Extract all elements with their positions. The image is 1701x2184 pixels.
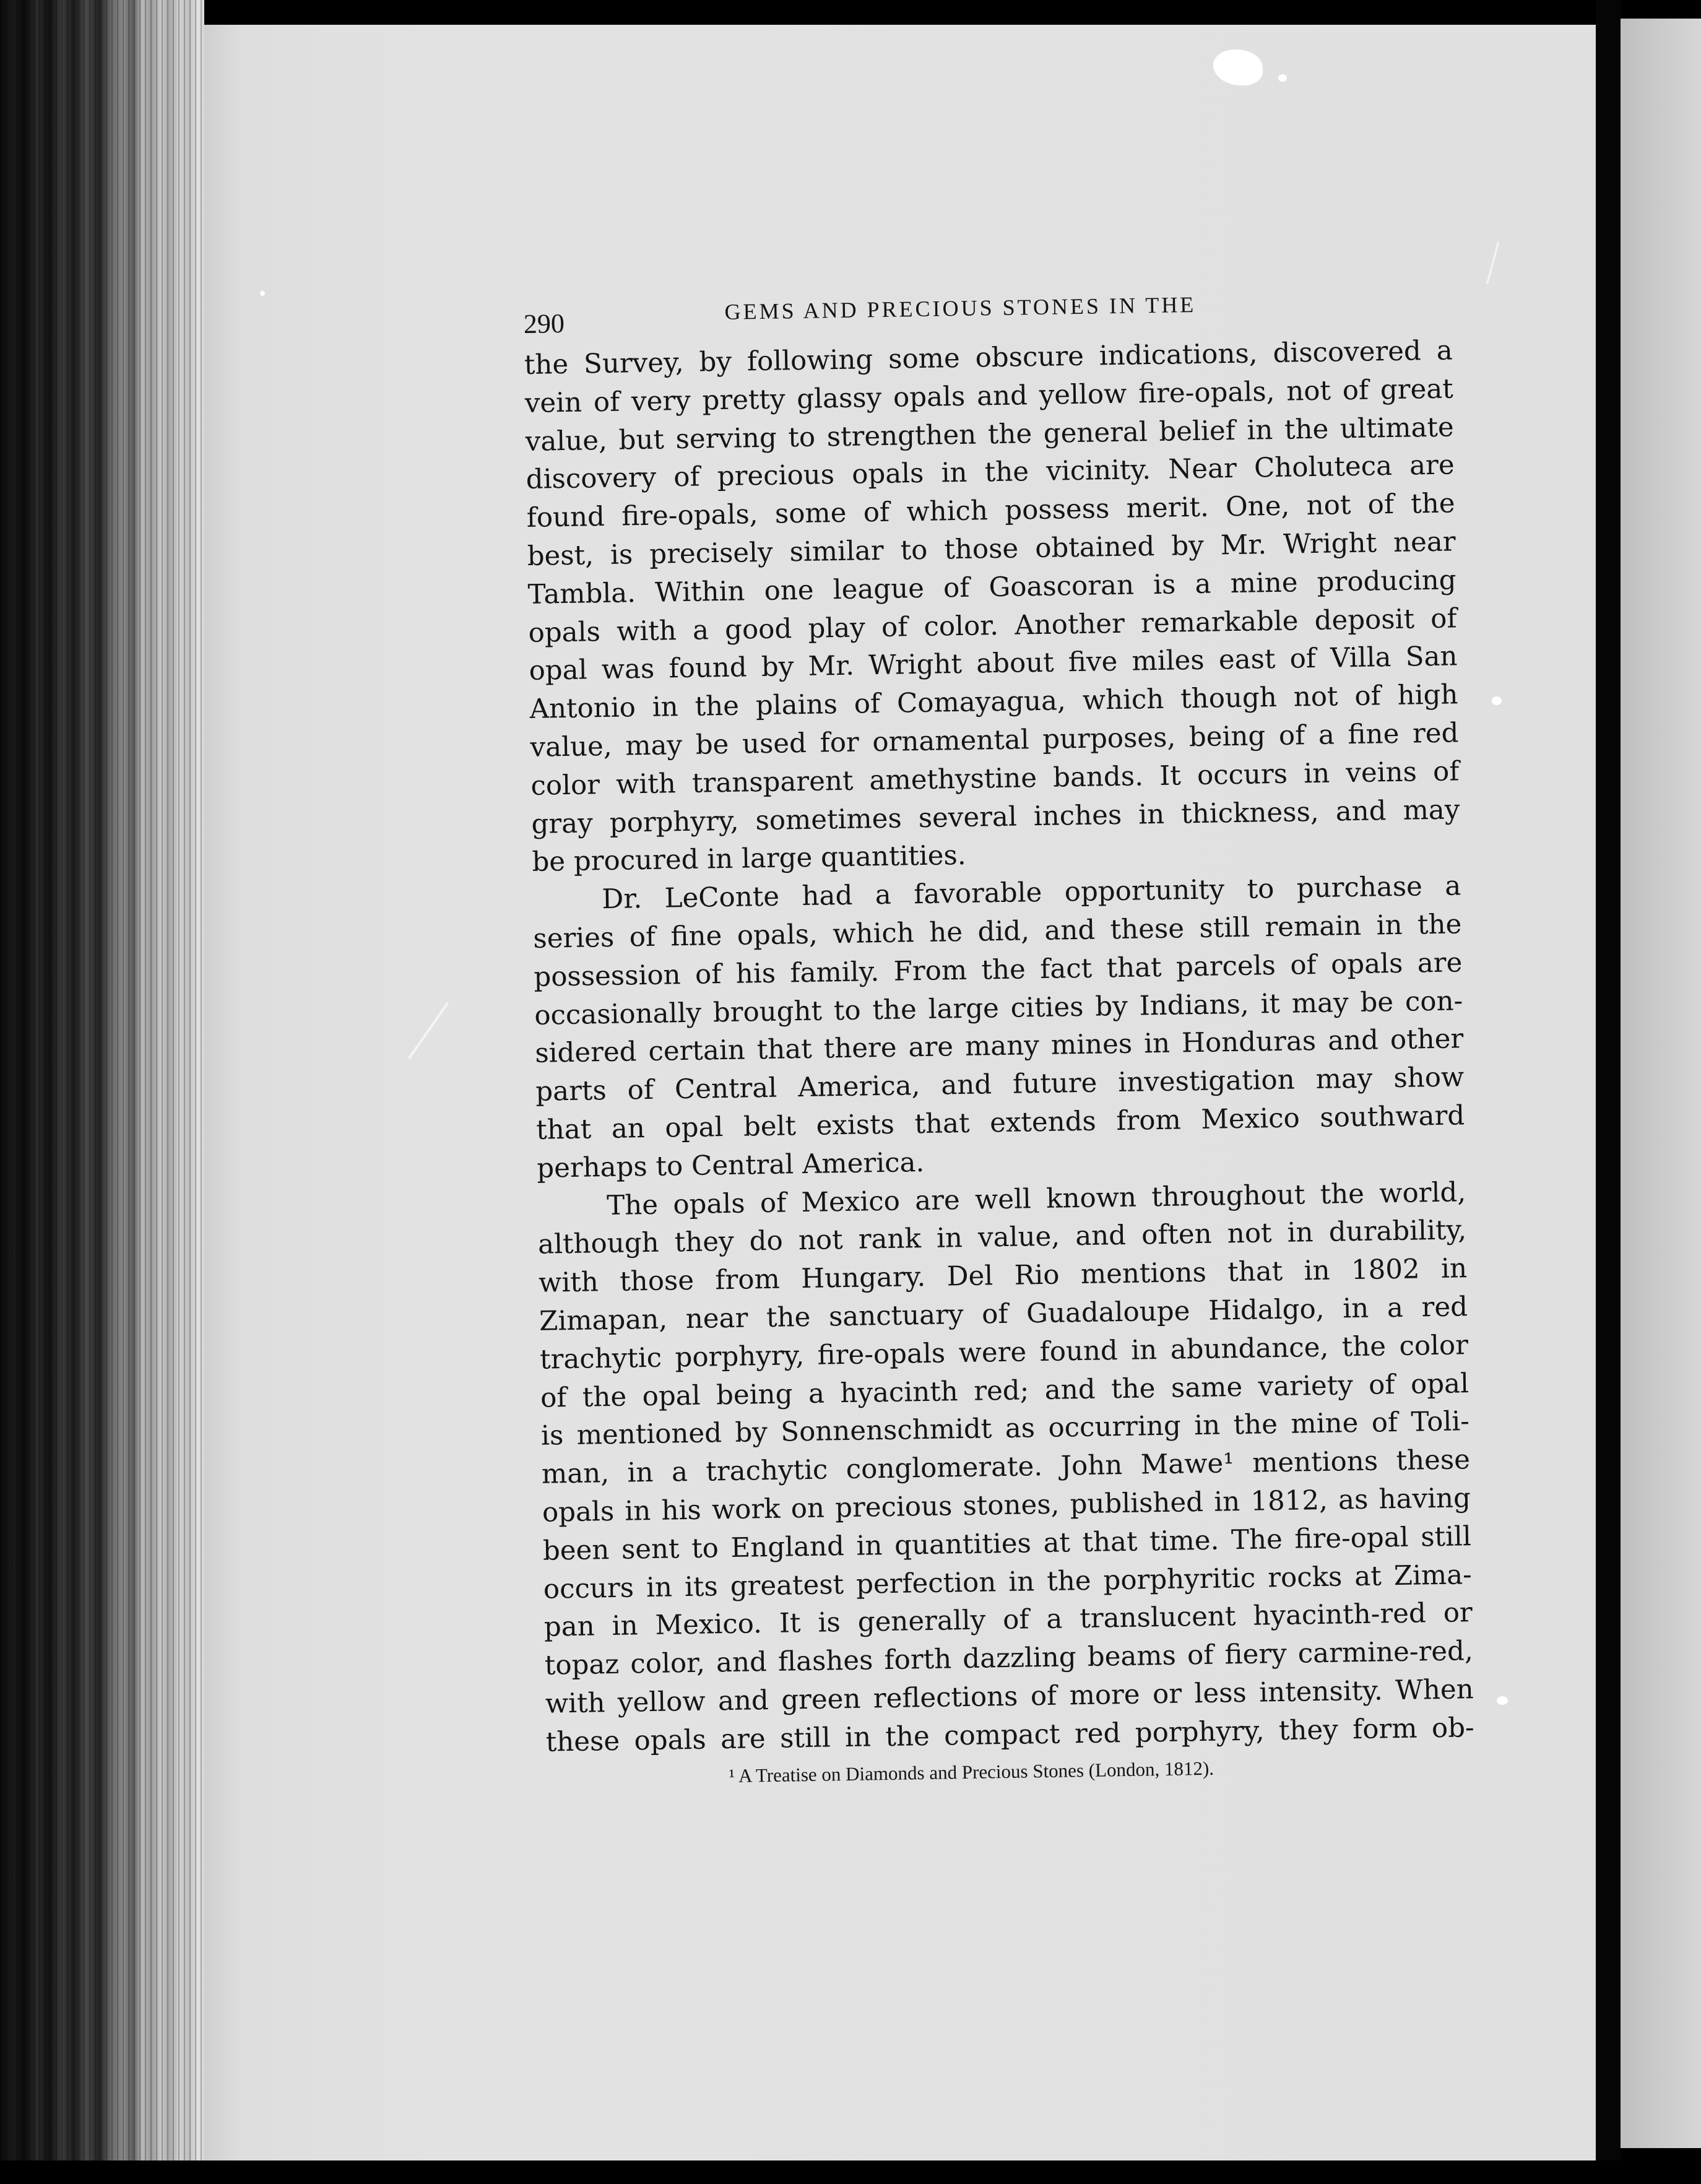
text-line: Zimapan, near the sanctuary of Guadaloupe Hidalgo, in a red [539,1291,1468,1337]
text-line: these opals are still in the compact red porphyry, they form ob- [545,1712,1475,1758]
text-line: color with transparent amethystine bands. It occurs in veins of [530,756,1460,802]
text-line: be procured in large quantities. [532,840,966,878]
text-line: although they do not rank in value, and often not in durability, [537,1215,1467,1261]
text-line: found fire-opals, some of which possess merit. One, not of the [526,488,1455,534]
paragraph-3 [537,1174,1474,1762]
page-number: 290 [523,308,565,339]
text-line: the Survey, by following some obscure indications, discovered a [524,335,1453,381]
speck [1278,74,1287,82]
footnote: ¹ A Treatise on Diamonds and Precious Stones (London, 1812). [729,1757,1214,1787]
text-line: occasionally brought to the large cities by Indians, it may be con- [534,985,1463,1031]
text-line: Tambla. Within one league of Goascoran is a mine producing [527,565,1456,610]
bottom-border [0,2160,1701,2184]
text-line: value, may be used for ornamental purposes, being of a fine red [530,717,1459,763]
text-line: with yellow and green reflections of more or less intensity. When [545,1674,1474,1720]
text-line: possession of his family. From the fact that parcels of opals are [534,947,1463,993]
text-line: of the opal being a hyacinth red; and the same variety of opal [540,1367,1469,1414]
paragraph-1 [524,332,1460,882]
adjacent-page-edge [1621,19,1701,2148]
right-gutter [1596,0,1621,2184]
text-line: pan in Mexico. It is generally of a translucent hyacinth-red or [543,1597,1473,1644]
text-line: Dr. LeConte had a favorable opportunity to purchase a [602,870,1461,916]
text-line: been sent to England in quantities at that time. The fire-opal still [542,1520,1472,1567]
text-line: sidered certain that there are many mines in Honduras and other [534,1023,1464,1070]
text-line: topaz color, and flashes forth dazzling beams of fiery carmine-red, [544,1636,1474,1681]
text-line: opals with a good play of color. Another remarkable deposit of [528,602,1457,649]
speck [1492,696,1502,705]
text-line: that an opal belt exists that extends from Mexico southward [535,1100,1465,1146]
text-line: The opals of Mexico are well known throughout the world, [606,1176,1466,1221]
speck [1497,1696,1508,1705]
text-line: man, in a trachytic conglomerate. John Mawe¹ mentions these [541,1444,1471,1490]
text-line: opal was found by Mr. Wright about five miles east of Villa San [529,641,1458,687]
text-line: with those from Hungary. Del Rio mentions that in 1802 in [538,1253,1468,1299]
text-line: best, is precisely similar to those obtained by Mr. Wright near [527,526,1456,572]
text-line: discovery of precious opals in the vicinity. Near Choluteca are [526,449,1455,496]
text-line: opals in his work on precious stones, published in 1812, as having [542,1483,1471,1528]
page-text [523,276,1475,1792]
text-line: value, but serving to strengthen the general belief in the ultimate [525,412,1455,457]
text-line: trachytic porphyry, fire-opals were found in abundance, the color [539,1329,1469,1376]
text-line: series of fine opals, which he did, and these still remain in the [533,909,1462,955]
text-line: Antonio in the plains of Comayagua, which though not of high [529,679,1458,726]
running-head-title: GEMS AND PRECIOUS STONES IN THE [724,292,1197,324]
text-line: parts of Central America, and future investigation may show [535,1062,1465,1107]
text-line: occurs in its greatest perfection in the porphyritic rocks at Zima- [543,1559,1473,1605]
text-line: vein of very pretty glassy opals and yellow fire-opals, not of great [524,373,1454,419]
book-page-edges [0,0,204,2184]
text-line: perhaps to Central America. [536,1146,925,1184]
text-line: is mentioned by Sonnenschmidt as occurring in the mine of Toli- [540,1406,1470,1452]
text-line: gray porphyry, sometimes several inches in thickness, and may [531,794,1460,840]
speck [260,291,265,296]
paragraph-2 [532,867,1466,1188]
